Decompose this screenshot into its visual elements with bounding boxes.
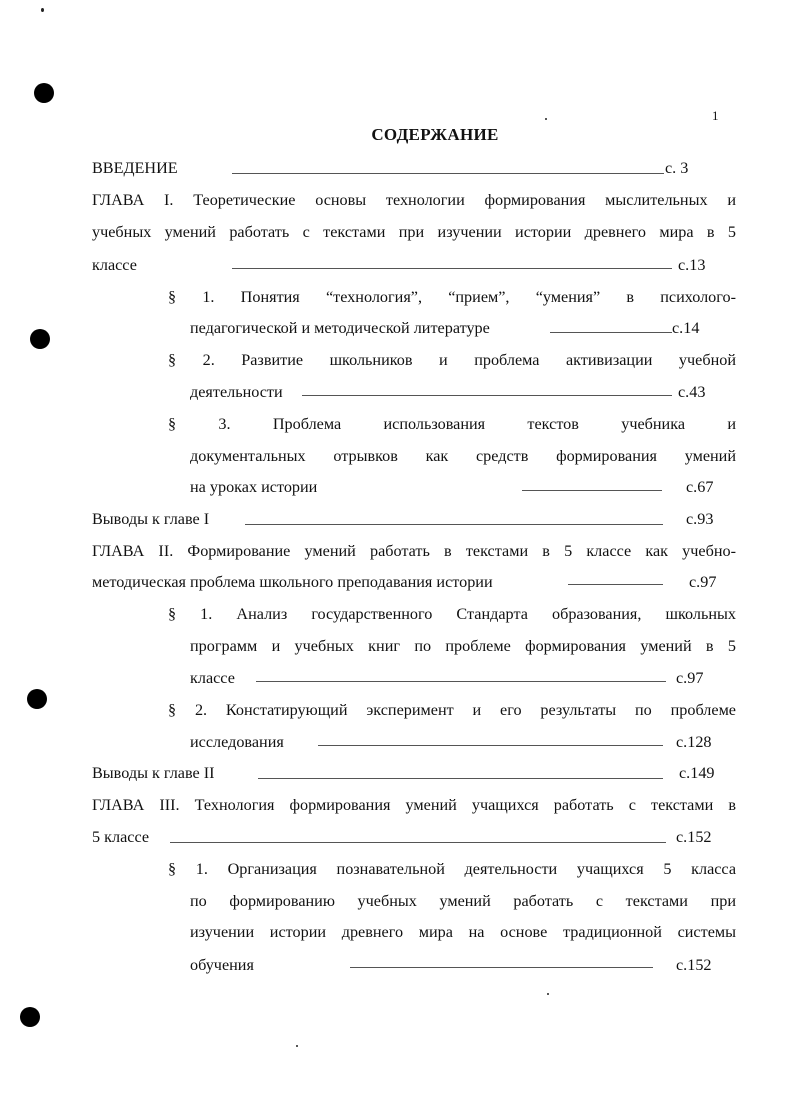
leader-line (568, 584, 663, 585)
toc-entry-intro: ВВЕДЕНИЕ (92, 159, 178, 177)
toc-page-s12: с.43 (678, 383, 706, 401)
leader-line (318, 745, 663, 746)
leader-line (258, 778, 663, 779)
leader-line (256, 681, 666, 682)
binder-hole (27, 689, 47, 709)
leader-line (232, 268, 672, 269)
toc-page-s13: с.67 (686, 478, 714, 496)
toc-page-s31: с.152 (676, 956, 712, 974)
scan-speck (41, 8, 44, 12)
leader-line (550, 332, 672, 333)
binder-hole (30, 329, 50, 349)
toc-page-s11: с.14 (672, 319, 700, 337)
toc-section-line: классе (190, 669, 235, 687)
toc-page-ch3: с.152 (676, 828, 712, 846)
toc-chapter-3-line: 5 классе (92, 828, 150, 846)
toc-page-s21: с.97 (676, 669, 704, 687)
toc-entry-conclusions-1: Выводы к главе I (92, 510, 210, 528)
page-title: СОДЕРЖАНИЕ (371, 125, 499, 144)
toc-section-line: § 2. Развитие школьников и проблема активизации учебной (168, 351, 736, 369)
leader-line (302, 395, 672, 396)
toc-section-line: изучении истории древнего мира на основе традиционной системы (190, 923, 736, 941)
toc-chapter-1-line: классе (92, 256, 137, 274)
toc-section-line: обучения (190, 956, 254, 974)
toc-page-v2: с.149 (679, 764, 715, 782)
toc-page-s22: с.128 (676, 733, 712, 751)
toc-chapter-1-line: ГЛАВА I. Теоретические основы технологии формирования мыслительных и (92, 191, 736, 209)
toc-section-line: педагогической и методической литературе (190, 319, 490, 337)
leader-line (350, 967, 653, 968)
toc-chapter-2-line: методическая проблема школьного преподавания истории (92, 573, 493, 591)
toc-entry-conclusions-2: Выводы к главе II (92, 764, 215, 782)
leader-line (232, 173, 664, 174)
toc-section-line: § 1. Анализ государственного Стандарта образования, школьных (168, 605, 736, 623)
toc-section-line: исследования (190, 733, 284, 751)
toc-page-v1: с.93 (686, 510, 714, 528)
toc-section-line: § 1. Понятия “технология”, “прием”, “умения” в психолого- (168, 288, 736, 306)
scan-speck (545, 118, 547, 120)
toc-chapter-1-line: учебных умений работать с текстами при изучении истории древнего мира в 5 (92, 223, 736, 241)
scan-speck (296, 1045, 298, 1047)
toc-section-line: § 3. Проблема использования текстов учебника и (168, 415, 736, 433)
leader-line (170, 842, 666, 843)
toc-section-line: документальных отрывков как средств формирования умений (190, 447, 736, 465)
binder-hole (34, 83, 54, 103)
toc-section-line: на уроках истории (190, 478, 318, 496)
toc-page-ch2: с.97 (689, 573, 717, 591)
toc-section-line: § 2. Констатирующий эксперимент и его результаты по проблеме (168, 701, 736, 719)
toc-page-ch1: с.13 (678, 256, 706, 274)
leader-line (522, 490, 662, 491)
leader-line (245, 524, 663, 525)
toc-chapter-3-line: ГЛАВА III. Технология формирования умений учащихся работать с текстами в (92, 796, 736, 814)
page-number: 1 (712, 108, 719, 123)
toc-page-intro: с. 3 (665, 159, 689, 177)
toc-section-line: деятельности (190, 383, 283, 401)
scan-speck (547, 993, 549, 995)
toc-section-line: по формированию учебных умений работать с текстами при (190, 892, 736, 910)
toc-section-line: программ и учебных книг по проблеме формирования умений в 5 (190, 637, 736, 655)
toc-section-line: § 1. Организация познавательной деятельности учащихся 5 класса (168, 860, 736, 878)
binder-hole (20, 1007, 40, 1027)
toc-chapter-2-line: ГЛАВА II. Формирование умений работать в текстами в 5 классе как учебно- (92, 542, 736, 560)
